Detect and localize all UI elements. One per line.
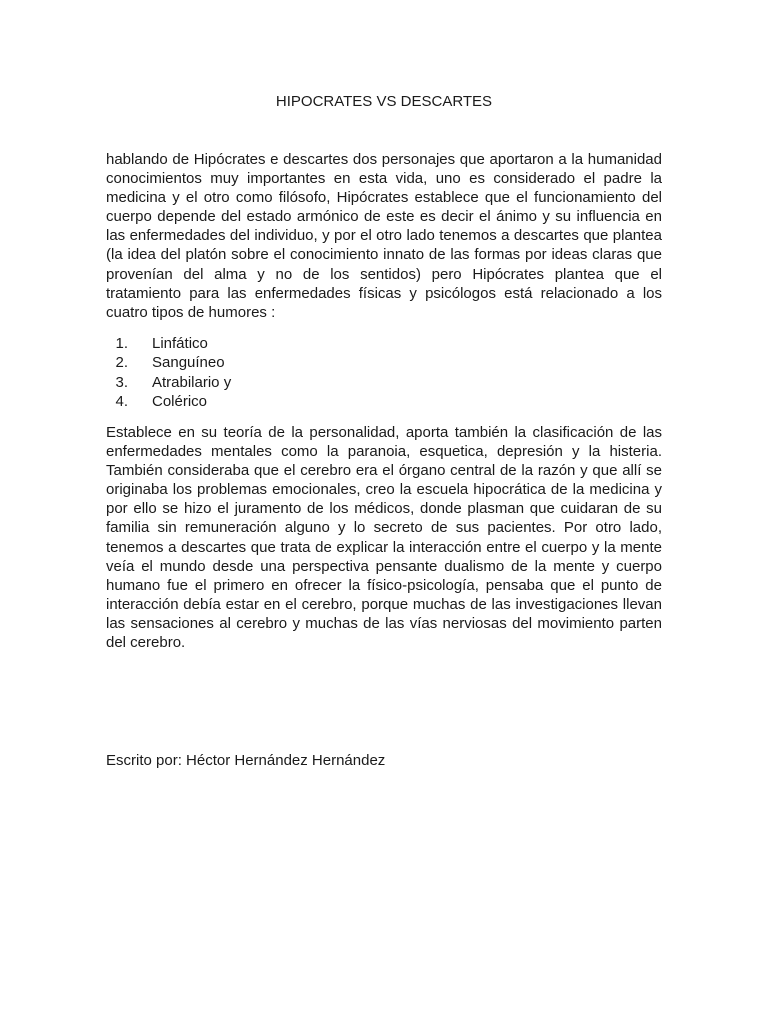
list-item-label: Linfático bbox=[152, 335, 208, 352]
intro-paragraph: hablando de Hipócrates e descartes dos personajes que aportaron a la humanidad conocimientos muy importantes en esta vida, uno es considerado el padre la medicina y el otro como filósofo, Hipócrates establece que el funcionamiento del cuerpo depende del estado armónico de este es decir el ánimo y su influencia en las enfermedades del individuo, y por el otro lado tenemos a descartes que plantea (la idea del platón sobre el conocimiento innato de las formas por ideas claras que provenían del alma y no de los sentidos) pero Hipócrates plantea que el tratamiento para las enfermedades físicas y psicólogos está relacionado a los cuatro tipos de humores : bbox=[106, 151, 662, 321]
list-item-number: 4. bbox=[115, 392, 128, 410]
body-paragraph: Establece en su teoría de la personalidad, aporta también la clasificación de las enfermedades mentales como la paranoia, esquetica, depresión y la histeria. También consideraba que el cerebro era el órgano central de la razón y que allí se originaba los problemas emocionales, creo la escuela hipocrática de la medicina y por ello se hizo el juramento de los médicos, donde plasman que cuidaran de su familia sin remuneración alguno y lo secreto de sus pacientes. Por otro lado, tenemos a descartes que trata de explicar la interacción entre el cuerpo y la mente veía el mundo desde una perspectiva pensante dualismo de la mente y cuerpo humano fue el primero en ofrecer la físico-psicología, pensaba que el punto de interacción debía estar en el cerebro, porque muchas de las investigaciones llevan las sensaciones al cerebro y muchas de las vías nerviosas del movimiento parten del cerebro. bbox=[106, 424, 662, 652]
list-item-label: Colérico bbox=[152, 392, 208, 410]
list-item bbox=[106, 392, 506, 411]
list-item bbox=[106, 373, 506, 392]
list-item-number: 2. bbox=[115, 354, 128, 372]
author-signature: Escrito por: Héctor Hernández Hernández bbox=[106, 752, 386, 769]
list-item-number: 1. bbox=[115, 335, 128, 352]
humors-list bbox=[106, 334, 506, 411]
list-item-label: Atrabilario y bbox=[152, 373, 232, 391]
list-item-label: Sanguíneo bbox=[152, 354, 225, 372]
list-item bbox=[106, 353, 506, 372]
list-item bbox=[106, 334, 506, 353]
document-title: HIPOCRATES VS DESCARTES bbox=[275, 93, 493, 110]
list-item-number: 3. bbox=[115, 373, 128, 391]
